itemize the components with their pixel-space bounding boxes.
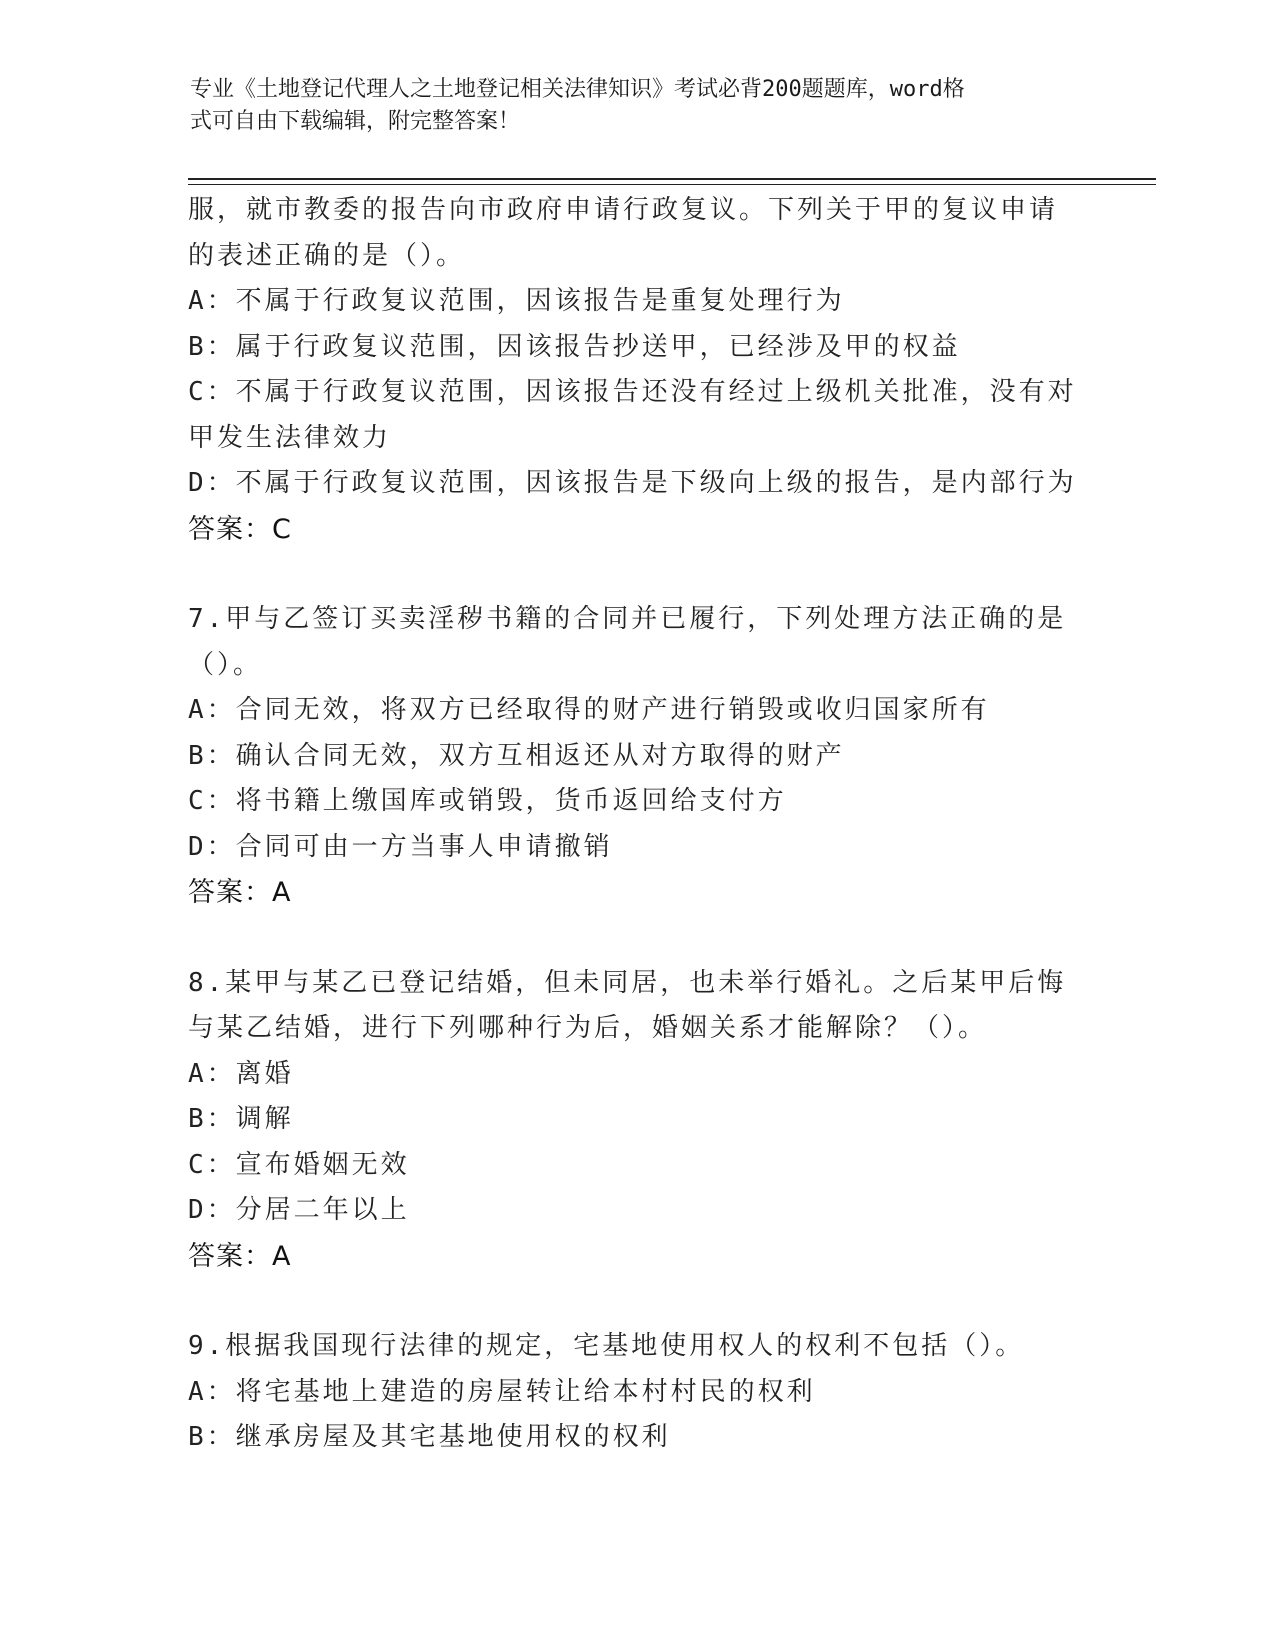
header-line-2: 式可自由下载编辑，附完整答案！	[190, 109, 521, 134]
header-line-1: 专业《土地登记代理人之土地登记相关法律知识》考试必背200题题库，word格	[190, 77, 965, 102]
header-divider-thick	[188, 178, 1156, 180]
question-stem: 7.甲与乙签订买卖淫秽书籍的合同并已履行，下列处理方法正确的是	[188, 604, 1067, 634]
document-body	[188, 188, 1088, 1461]
answer: 答案：A	[188, 877, 292, 908]
question-stem: 8.某甲与某乙已登记结婚，但未同居，也未举行婚礼。之后某甲后悔	[188, 967, 1067, 998]
option-d: D：不属于行政复议范围，因该报告是下级向上级的报告，是内部行为	[188, 468, 1077, 498]
option-a: A：不属于行政复议范围，因该报告是重复处理行为	[188, 286, 845, 316]
question-stem: （）。	[188, 649, 263, 680]
option-b: B：确认合同无效，双方互相返还从对方取得的财产	[188, 740, 845, 771]
option-b: B：继承房屋及其宅基地使用权的权利	[188, 1422, 671, 1452]
option-b: B：调解	[188, 1104, 294, 1134]
spacer	[188, 552, 1088, 597]
question-stem: 服，就市教委的报告向市政府申请行政复议。下列关于甲的复议申请	[188, 195, 1059, 225]
answer: 答案：C	[188, 513, 292, 545]
question-9	[188, 1324, 1088, 1461]
option-c-continued: 甲发生法律效力	[188, 422, 392, 453]
option-c: C：不属于行政复议范围，因该报告还没有经过上级机关批准，没有对	[188, 377, 1077, 407]
option-d: D：合同可由一方当事人申请撤销	[188, 831, 613, 862]
question-6	[188, 188, 1088, 552]
answer: 答案：A	[188, 1240, 292, 1272]
question-stem: 9.根据我国现行法律的规定，宅基地使用权人的权利不包括（）。	[188, 1331, 1025, 1361]
document-header	[190, 74, 1080, 138]
option-a: A：将宅基地上建造的房屋转让给本村村民的权利	[188, 1376, 816, 1407]
option-c: C：宣布婚姻无效	[188, 1149, 410, 1180]
spacer	[188, 1279, 1088, 1324]
spacer	[188, 916, 1088, 961]
option-a: A：合同无效，将双方已经取得的财产进行销毁或收归国家所有	[188, 695, 990, 725]
option-a: A：离婚	[188, 1058, 294, 1089]
question-7	[188, 597, 1088, 916]
question-stem: 的表述正确的是（）。	[188, 240, 466, 271]
header-divider-thin	[188, 184, 1156, 185]
question-8	[188, 961, 1088, 1280]
question-stem: 与某乙结婚，进行下列哪种行为后，婚姻关系才能解除？（）。	[188, 1013, 988, 1043]
option-c: C：将书籍上缴国库或销毁，货币返回给支付方	[188, 786, 787, 816]
option-b: B：属于行政复议范围，因该报告抄送甲，已经涉及甲的权益	[188, 331, 961, 362]
option-d: D：分居二年以上	[188, 1195, 410, 1225]
